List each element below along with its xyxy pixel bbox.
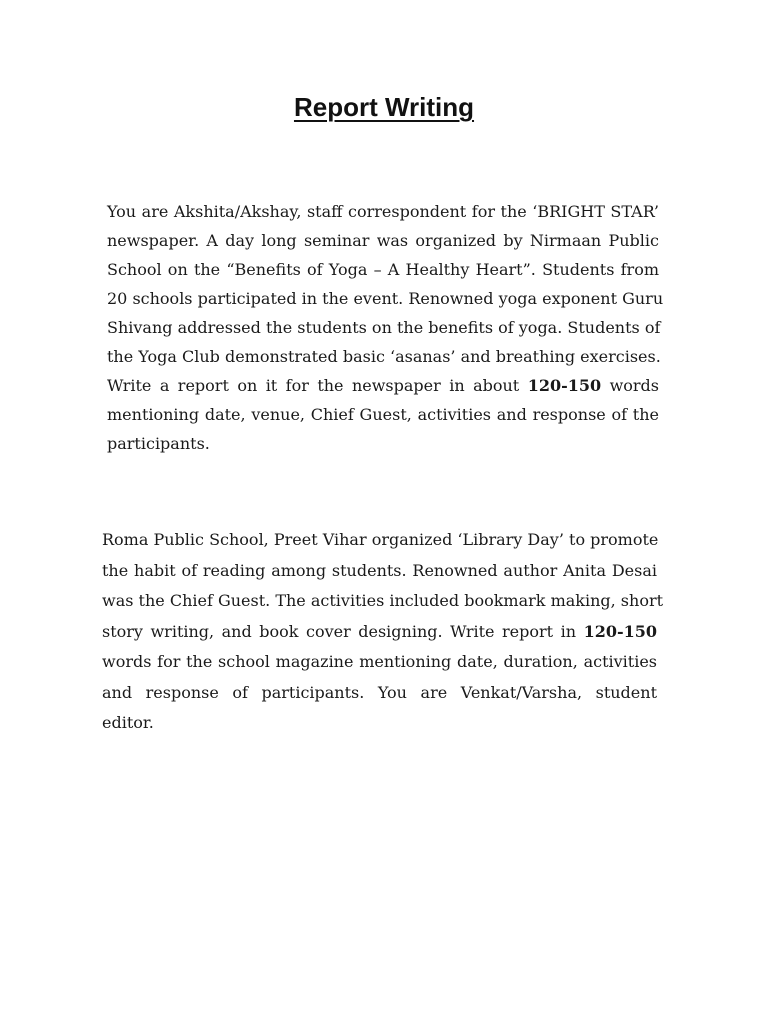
word-count-range: 120-150 — [583, 621, 658, 641]
paragraph-line: the Yoga Club demonstrated basic ‘asanas’ and breathing exercises. — [107, 347, 661, 366]
page-title: Report Writing — [293, 92, 475, 122]
paragraph-line: School on the “Benefits of Yoga – A Healthy Heart”. Students from — [107, 260, 659, 279]
paragraph-text: story writing, and book cover designing. Write report in — [102, 621, 577, 641]
paragraph-line: participants. — [107, 434, 210, 453]
paragraph-line: newspaper. A day long seminar was organized by Nirmaan Public — [107, 231, 659, 250]
question-1-paragraph — [107, 197, 664, 458]
paragraph-line: mentioning date, venue, Chief Guest, activities and response of the — [107, 405, 659, 424]
paragraph-line: words for the school magazine mentioning date, duration, activities — [102, 652, 657, 671]
paragraph-line — [107, 371, 659, 400]
paragraph-line: was the Chief Guest. The activities included bookmark making, short — [102, 591, 664, 610]
paragraph-line — [102, 617, 657, 648]
paragraph-text: Write a report on it for the newspaper in about — [107, 376, 520, 395]
paragraph-line: editor. — [102, 713, 154, 732]
question-2-paragraph — [102, 525, 664, 739]
paragraph-line: and response of participants. You are Venkat/Varsha, student — [102, 682, 657, 702]
paragraph-line: Shivang addressed the students on the benefits of yoga. Students of — [107, 318, 661, 337]
paragraph-line: You are Akshita/Akshay, staff correspondent for the ‘BRIGHT STAR’ — [107, 202, 659, 221]
paragraph-line: 20 schools participated in the event. Renowned yoga exponent Guru — [107, 289, 664, 308]
word-count-range: 120-150 — [527, 376, 602, 395]
paragraph-line: the habit of reading among students. Renowned author Anita Desai — [102, 560, 657, 580]
paragraph-line: Roma Public School, Preet Vihar organized ‘Library Day’ to promote — [102, 530, 659, 549]
paragraph-text: words — [609, 376, 660, 395]
